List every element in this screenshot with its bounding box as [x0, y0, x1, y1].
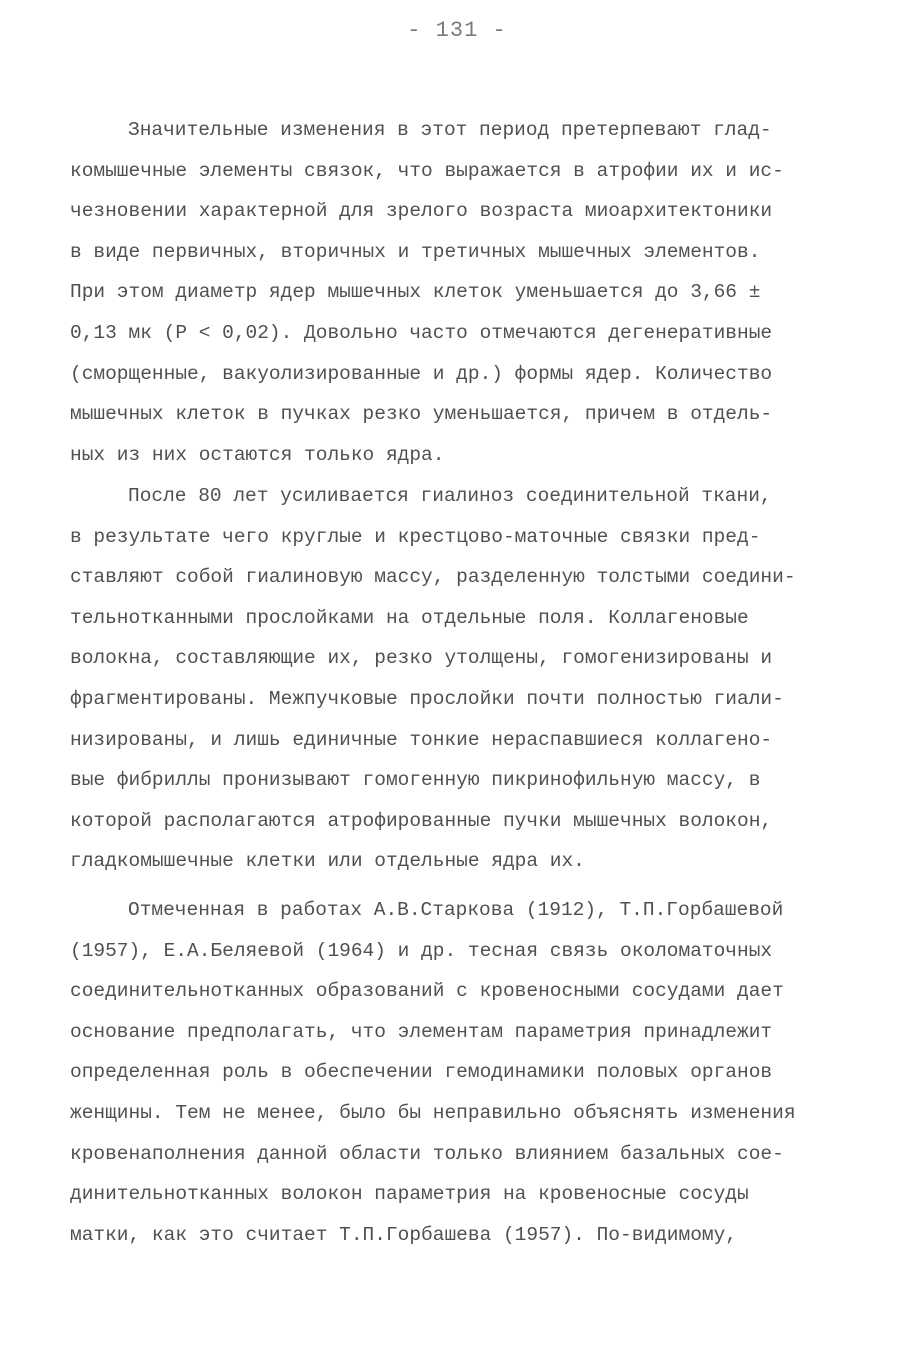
- text-line: определенная роль в обеспечении гемодинамики половых органов: [70, 1061, 773, 1084]
- text-line: матки, как это считает Т.П.Горбашева (1957). По-видимому,: [70, 1223, 738, 1246]
- text-line: кровенаполнения данной области только влиянием базальных сое-: [70, 1142, 784, 1165]
- text-line: ных из них остаются только ядра.: [70, 443, 445, 466]
- text-line: низированы, и лишь единичные тонкие нераспавшиеся коллагено-: [70, 728, 773, 751]
- text-line: (сморщенные, вакуолизированные и др.) формы ядер. Количество: [70, 362, 773, 385]
- text-line: При этом диаметр ядер мышечных клеток уменьшается до 3,66 ±: [70, 281, 761, 304]
- text-line: 0,13 мк (P < 0,02). Довольно часто отмечаются дегенеративные: [70, 322, 773, 344]
- text-line: Значительные изменения в этот период претерпевают глад-: [128, 119, 772, 141]
- text-line: основание предполагать, что элементам параметрия принадлежит: [70, 1020, 773, 1043]
- text-line: чезновении характерной для зрелого возраста миоархитектоники: [70, 200, 773, 223]
- text-line: в результате чего круглые и крестцово-маточные связки пред-: [70, 525, 761, 548]
- text-line: волокна, составляющие их, резко утолщены, гомогенизированы и: [70, 647, 773, 670]
- text-line: (1957), Е.А.Беляевой (1964) и др. тесная связь околоматочных: [70, 939, 773, 962]
- text-line: комышечные элементы связок, что выражается в атрофии их и ис-: [70, 159, 784, 182]
- text-line: тельнотканными прослойками на отдельные поля. Коллагеновые: [70, 606, 749, 629]
- text-line: гладкомышечные клетки или отдельные ядра их.: [70, 850, 585, 873]
- text-line: которой располагаются атрофированные пучки мышечных волокон,: [70, 809, 773, 832]
- text-line: мышечных клеток в пучках резко уменьшается, причем в отдель-: [70, 403, 773, 426]
- text-line: женщины. Тем не менее, было бы неправильно объяснять изменения: [70, 1102, 796, 1124]
- text-line: динительнотканных волокон параметрия на кровеносные сосуды: [70, 1183, 749, 1206]
- text-line: ставляют собой гиалиновую массу, разделенную толстыми соедини-: [70, 566, 796, 589]
- text-line: вые фибриллы пронизывают гомогенную пикринофильную массу, в: [70, 769, 761, 792]
- text-line: соединительнотканных образований с кровеносными сосудами дает: [70, 980, 784, 1003]
- text-line: После 80 лет усиливается гиалиноз соединительной ткани,: [128, 485, 772, 507]
- text-line: Отмеченная в работах А.В.Старкова (1912), Т.П.Горбашевой: [128, 899, 784, 921]
- text-line: в виде первичных, вторичных и третичных мышечных элементов.: [70, 240, 761, 263]
- page-number: - 131 -: [407, 18, 507, 43]
- text-line: фрагментированы. Межпучковые прослойки почти полностью гиали-: [70, 688, 784, 710]
